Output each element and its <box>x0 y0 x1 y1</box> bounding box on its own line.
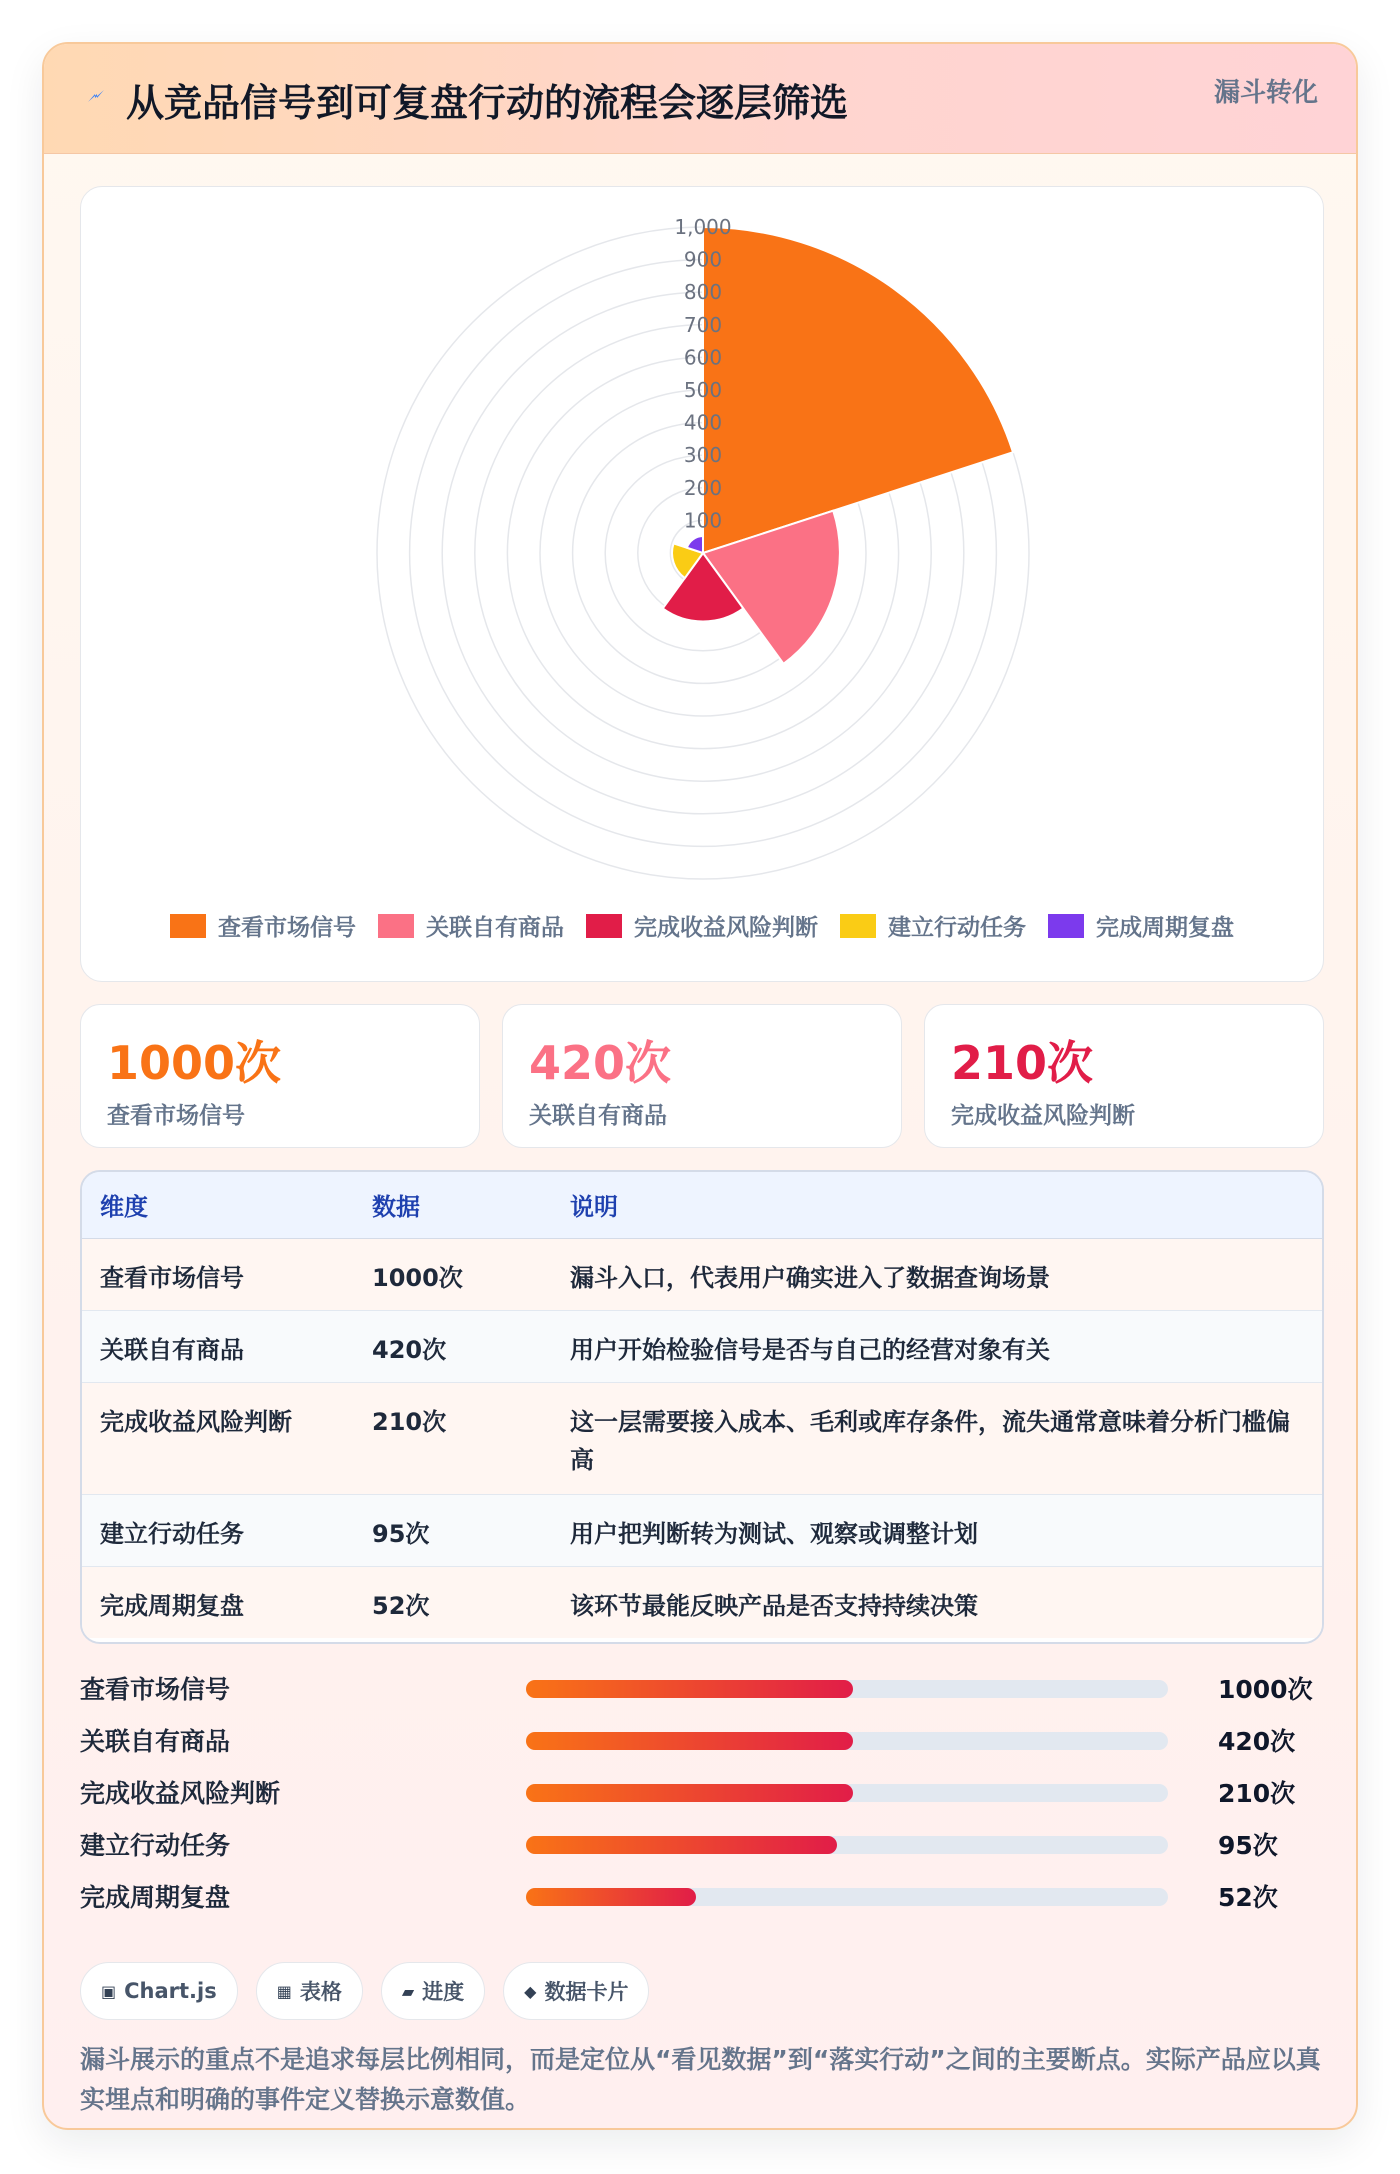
legend-item[interactable] <box>378 909 564 942</box>
stat-card <box>80 1004 480 1148</box>
table-cell: 这一层需要接入成本、毛利或库存条件，流失通常意味着分析门槛偏高 <box>552 1382 1322 1494</box>
progress-value: 1000次 <box>1218 1675 1313 1704</box>
data-table <box>80 1170 1324 1644</box>
card-header <box>44 44 1356 154</box>
tag-label: 进度 <box>422 1980 465 2004</box>
legend-swatch <box>840 914 876 938</box>
tag-label: 表格 <box>299 1980 342 2004</box>
progress-track <box>526 1680 1168 1698</box>
progress-row <box>80 1824 1324 1864</box>
progress-track <box>526 1732 1168 1750</box>
progress-list <box>80 1668 1324 1938</box>
table-row <box>82 1238 1322 1310</box>
stat-label: 查看市场信号 <box>107 1103 245 1129</box>
tag-chartjs[interactable] <box>80 1962 238 2020</box>
stat-value: 1000次 <box>107 1036 282 1090</box>
table-row <box>82 1566 1322 1638</box>
stat-card <box>924 1004 1324 1148</box>
card-tag: 漏斗转化 <box>1213 78 1318 108</box>
stat-card <box>502 1004 902 1148</box>
r-tick-label: 500 <box>683 378 723 402</box>
funnel-card <box>42 42 1358 2130</box>
legend-label: 查看市场信号 <box>218 915 356 941</box>
table-cell: 95次 <box>354 1494 552 1566</box>
lightning-icon <box>82 82 110 110</box>
table-cell: 完成收益风险判断 <box>82 1382 354 1494</box>
table-header: 数据 <box>354 1172 552 1238</box>
table-cell: 210次 <box>354 1382 552 1494</box>
polar-area-chart <box>81 187 1325 897</box>
table-cell: 用户开始检验信号是否与自己的经营对象有关 <box>552 1310 1322 1382</box>
chart-panel <box>80 186 1324 982</box>
legend-label: 建立行动任务 <box>888 915 1026 941</box>
footnote: 漏斗展示的重点不是追求每层比例相同，而是定位从“看见数据”到“落实行动”之间的主要断点。实际产品应以真实埋点和明确的事件定义替换示意数值。 <box>80 2045 1321 2114</box>
progress-value: 95次 <box>1218 1831 1278 1860</box>
legend-label: 完成周期复盘 <box>1096 915 1234 941</box>
progress-value: 210次 <box>1218 1779 1296 1808</box>
legend-swatch <box>170 914 206 938</box>
table-cell: 查看市场信号 <box>82 1238 354 1310</box>
square-icon: ▣ <box>101 1981 117 2001</box>
table-cell: 漏斗入口，代表用户确实进入了数据查询场景 <box>552 1238 1322 1310</box>
legend-item[interactable] <box>840 909 1026 942</box>
legend-label: 完成收益风险判断 <box>634 915 818 941</box>
progress-label: 完成周期复盘 <box>80 1883 231 1912</box>
table-cell: 完成周期复盘 <box>82 1566 354 1638</box>
table-row <box>82 1382 1322 1494</box>
progress-fill <box>526 1680 853 1698</box>
progress-label: 完成收益风险判断 <box>80 1779 281 1808</box>
progress-label: 查看市场信号 <box>80 1675 231 1704</box>
stat-label: 关联自有商品 <box>529 1103 667 1129</box>
tag-label: Chart.js <box>124 1979 217 2003</box>
table-header: 说明 <box>552 1172 1322 1238</box>
r-tick-label: 400 <box>683 410 723 435</box>
progress-label: 建立行动任务 <box>80 1831 231 1860</box>
table-header-row <box>82 1172 1322 1238</box>
progress-row <box>80 1668 1324 1708</box>
r-tick-label: 700 <box>683 312 723 337</box>
stat-label: 完成收益风险判断 <box>951 1103 1135 1129</box>
progress-track <box>526 1888 1168 1906</box>
tag-label: 数据卡片 <box>544 1980 629 2004</box>
progress-row <box>80 1876 1324 1916</box>
table-cell: 建立行动任务 <box>82 1494 354 1566</box>
legend-swatch <box>378 914 414 938</box>
table-cell: 该环节最能反映产品是否支持持续决策 <box>552 1566 1322 1638</box>
diamond-icon: ◆ <box>524 1981 537 2001</box>
legend-swatch <box>586 914 622 938</box>
r-tick-label: 300 <box>683 443 723 468</box>
progress-track <box>526 1836 1168 1854</box>
legend-swatch <box>1048 914 1084 938</box>
table-row <box>82 1310 1322 1382</box>
progress-fill <box>526 1836 837 1854</box>
legend-item[interactable] <box>170 909 356 942</box>
table-cell: 420次 <box>354 1310 552 1382</box>
stat-value: 210次 <box>951 1036 1094 1090</box>
progress-row <box>80 1720 1324 1760</box>
bar-icon: ▰ <box>401 1981 415 2001</box>
card-title: 从竞品信号到可复盘行动的流程会逐层筛选 <box>126 81 849 125</box>
tag-progress[interactable] <box>381 1962 485 2020</box>
legend-item[interactable] <box>586 909 818 942</box>
legend-item[interactable] <box>1048 909 1234 942</box>
table-cell: 52次 <box>354 1566 552 1638</box>
grid-icon: ▦ <box>276 1981 292 2001</box>
table-row <box>82 1494 1322 1566</box>
legend-label: 关联自有商品 <box>426 915 564 941</box>
r-tick-label: 600 <box>683 345 723 370</box>
progress-fill <box>526 1732 853 1750</box>
table-cell: 1000次 <box>354 1238 552 1310</box>
stat-cards <box>80 1004 1324 1148</box>
progress-fill <box>526 1784 853 1802</box>
table-header: 维度 <box>82 1172 354 1238</box>
r-tick-label: 900 <box>683 247 723 272</box>
chart-legend <box>81 909 1323 942</box>
tag-data-card[interactable] <box>503 1962 649 2020</box>
tag-table[interactable] <box>256 1962 363 2020</box>
r-tick-label: 200 <box>683 475 723 500</box>
table-cell: 用户把判断转为测试、观察或调整计划 <box>552 1494 1322 1566</box>
r-tick-label: 800 <box>683 280 723 305</box>
progress-track <box>526 1784 1168 1802</box>
progress-label: 关联自有商品 <box>80 1727 231 1756</box>
progress-row <box>80 1772 1324 1812</box>
r-tick-label: 1,000 <box>674 215 732 239</box>
progress-value: 52次 <box>1218 1883 1278 1912</box>
progress-value: 420次 <box>1218 1727 1296 1756</box>
progress-fill <box>526 1888 696 1906</box>
tag-list <box>80 1962 649 2022</box>
table-cell: 关联自有商品 <box>82 1310 354 1382</box>
stat-value: 420次 <box>529 1036 672 1090</box>
r-tick-label: 100 <box>683 508 723 533</box>
